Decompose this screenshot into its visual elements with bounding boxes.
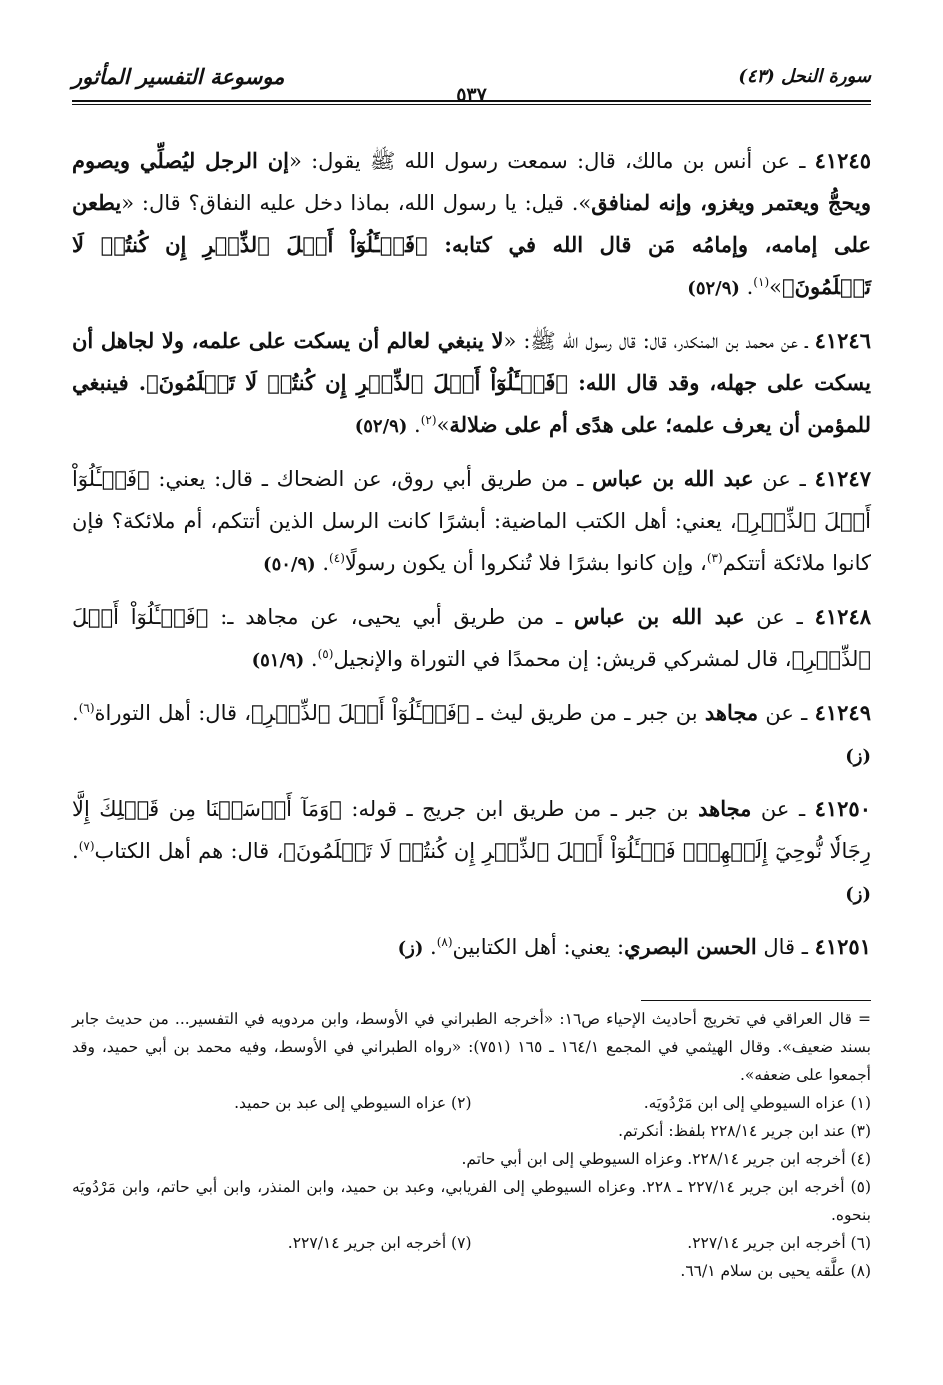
hadith-entry (72, 926, 871, 970)
entry-text: مجاهد (704, 700, 759, 725)
volume-reference: (٥٠/٩) (263, 554, 316, 575)
footnote-3: (٣) عند ابن جرير ٢٢٨/١٤ بلفظ: أنكرتم. (618, 1122, 871, 1140)
hadith-entry (72, 320, 871, 448)
entry-number: ٤١٢٤٨ (814, 604, 872, 629)
running-header (72, 58, 871, 106)
entry-text: ـ عن محمد بن المنكدر، قال: قال رسول الله ﷺ: « (503, 329, 815, 353)
entry-number: ٤١٢٤٩ (814, 700, 871, 725)
header-rule-thin (72, 104, 871, 105)
book-title: موسوعة التفسير المأثور (72, 63, 285, 89)
entry-text: ـ قال (756, 935, 815, 959)
footnote-7: (٧) أخرجه ابن جرير ٢٢٧/١٤. (287, 1234, 472, 1252)
hadith-entry (72, 692, 871, 778)
entry-number: ٤١٢٤٦ (814, 328, 871, 353)
entry-punctuation: . (407, 413, 421, 437)
footnote-row (72, 1089, 871, 1117)
entry-number: ٤١٢٤٧ (814, 466, 871, 491)
entry-text: ، وإن كانوا بشرًا فلا تُنكروا أن يكون رسولًا (344, 551, 707, 575)
surah-label: سورة النحل (٤٣) (738, 65, 871, 87)
footnote-continuation: = قال العراقي في تخريج أحاديث الإحياء ص١٦: «أخرجه الطبراني في الأوسط، وابن مردويه في التفسير... من حديث جابر بسند ضعيف». وقال الهيثمي في المجمع ١٦٤/١ ـ ١٦٥ (٧٥١): «رواه الطبراني في الأوسط، وفيه محمد بن أبي حميد، وقد أجمعوا على ضعفه». (72, 1010, 871, 1084)
footnotes (72, 1005, 871, 1285)
entry-text: ـ من طريق أبي روق، عن الضحاك ـ قال: يعني: ﴿فَسۡـَٔلُوٓاْ أَهۡلَ ٱلذِّكۡرِ﴾، يعني: أهل الكتب الماضية: أبشرًا كانت الرسل الذين أتتكم، أم ملائكة؟ فإن كانوا ملائكة أتتكم (72, 467, 871, 575)
footnote-row (72, 1229, 871, 1257)
entry-number: ٤١٢٥١ (814, 934, 871, 959)
volume-reference: (ز) (397, 938, 424, 959)
entry-text: الحسن البصري (624, 934, 757, 959)
footnote-marker: (٥) (317, 647, 334, 661)
entry-text: ـ من طريق أبي يحيى، عن مجاهد ـ: ﴿فَسۡـَٔلُوٓاْ أَهۡلَ ٱلذِّكۡرِ﴾، قال لمشركي قريش: إن محمدًا في التوراة والإنجيل (72, 605, 871, 671)
entry-text: مجاهد (698, 796, 752, 821)
hadith-entry (72, 788, 871, 916)
volume-reference: (ز) (845, 746, 871, 767)
footnote-marker: (١) (753, 275, 770, 289)
footnote-8: (٨) علَّقه يحيى بن سلام ٦٦/١. (680, 1262, 871, 1280)
footnote-4: (٤) أخرجه ابن جرير ٢٢٨/١٤. وعزاه السيوطي إلى ابن أبي حاتم. (461, 1150, 871, 1168)
header-rule (72, 100, 871, 102)
footnote-6: (٦) أخرجه ابن جرير ٢٢٧/١٤. (687, 1234, 871, 1252)
footnote-separator (641, 1000, 871, 1001)
volume-reference: (ز) (845, 884, 871, 905)
entry-punctuation: . (423, 935, 437, 959)
entries-body (72, 140, 871, 980)
entry-text: عبد الله بن عباس (592, 466, 754, 491)
footnote-marker: (٨) (436, 935, 453, 949)
footnote-marker: (٧) (78, 839, 95, 853)
entry-text: ـ عن أنس بن مالك، قال: سمعت رسول الله ﷺ يقول: « (289, 149, 815, 173)
footnote-1: (١) عزاه السيوطي إلى ابن مَرْدُويَه. (643, 1094, 871, 1112)
hadith-entry (72, 596, 871, 682)
entry-text: بن جبر ـ من طريق ابن جريج ـ قوله: ﴿وَمَآ أَرۡسَلۡنَا مِن قَبۡلِكَ إِلَّا رِجَالٗا نُّوحِيٓ إِلَيۡهِمۡۚ فَسۡـَٔلُوٓاْ أَهۡلَ ٱلذِّكۡرِ إِن كُنتُمۡ لَا تَعۡلَمُونَ﴾، قال: هم أهل الكتاب (72, 797, 871, 863)
entry-text: » (769, 275, 782, 299)
footnote-5: (٥) أخرجه ابن جرير ٢٢٧/١٤ ـ ٢٢٨. وعزاه السيوطي إلى الفريابي، وعبد بن حميد، وابن المنذر، وابن أبي حاتم، وابن مَرْدُويَه بنحوه. (72, 1178, 871, 1224)
entry-text: » (436, 413, 450, 437)
footnote-marker: (٦) (78, 701, 95, 715)
entry-number: ٤١٢٥٠ (814, 796, 871, 821)
footnote-marker: (٤) (329, 551, 345, 565)
volume-reference: (٥٢/٩) (354, 416, 408, 437)
entry-punctuation: . (72, 839, 79, 863)
volume-reference: (٥١/٩) (251, 650, 305, 671)
entry-text: إن الرجل ليُصلِّي ويصوم ويحجُّ ويعتمر ويغزو، وإنه لمنافق (72, 148, 871, 215)
entry-text: ـ عن (751, 797, 815, 821)
footnote-marker: (٢) (420, 413, 437, 427)
entry-punctuation: . (739, 275, 754, 299)
hadith-entry (72, 458, 871, 586)
entry-text: ». قيل: يا رسول الله، بماذا دخل عليه النفاق؟ قال: « (121, 191, 592, 215)
entry-text: بن جبر ـ من طريق ليث ـ ﴿فَسۡـَٔلُوٓاْ أَهۡلَ ٱلذِّكۡرِ﴾، قال: أهل التوراة (94, 701, 705, 725)
entry-text: عبد الله بن عباس (574, 604, 745, 629)
entry-text: ـ عن (753, 467, 815, 491)
entry-text: ـ عن (744, 605, 815, 629)
entry-text: ـ عن (758, 701, 815, 725)
volume-reference: (٥٢/٩) (687, 278, 740, 299)
page-number: ٥٣٧ (456, 84, 487, 106)
footnote-marker: (٣) (706, 551, 723, 565)
footnote-2: (٢) عزاه السيوطي إلى عبد بن حميد. (234, 1094, 472, 1112)
entry-punctuation: . (72, 701, 79, 725)
entry-number: ٤١٢٤٥ (814, 148, 871, 173)
entry-punctuation: . (315, 551, 330, 575)
entry-punctuation: . (304, 647, 318, 671)
hadith-entry (72, 140, 871, 310)
entry-text: لا ينبغي لعالم أن يسكت على علمه، ولا لجاهل أن يسكت على جهله، وقد قال الله: ﴿فَسۡـَٔلُوٓاْ أَهۡلَ ٱلذِّكۡرِ إِن كُنتُمۡ لَا تَعۡلَمُونَ﴾. فينبغي للمؤمن أن يعرف علمه؛ على هدًى أم على ضلالة (72, 328, 871, 437)
entry-text: يطعن على إمامه، وإمامُه مَن قال الله في كتابه: ﴿فَسۡـَٔلُوٓاْ أَهۡلَ ٱلذِّكۡرِ إِن كُنتُمۡ لَا تَعۡلَمُونَ﴾ (72, 190, 871, 299)
entry-text: : يعني: أهل الكتابين (452, 935, 625, 959)
